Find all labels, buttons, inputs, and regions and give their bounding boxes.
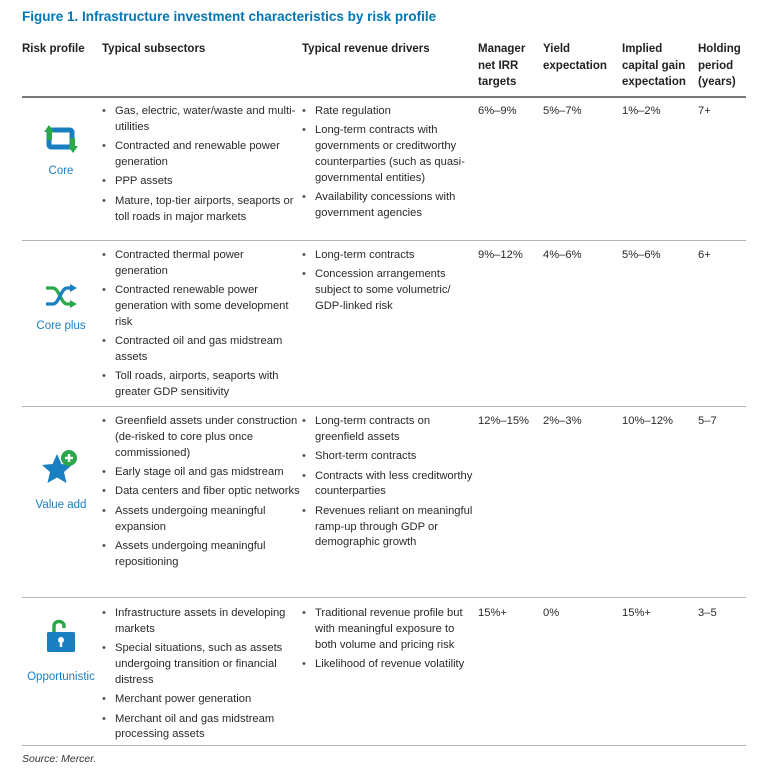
- header-capital-line: Implied: [622, 43, 663, 55]
- list-item: • Contracted thermal power generation: [102, 248, 297, 280]
- list-item: • Assets undergoing meaningful expansion: [102, 504, 302, 536]
- yield-value: 2%–3%: [543, 415, 582, 427]
- drivers-cell: [302, 606, 474, 676]
- capital-gain-value: 5%–6%: [622, 249, 661, 261]
- list-item: • Long-term contracts on greenfield assets: [302, 414, 474, 446]
- subsectors-cell: [102, 606, 302, 747]
- row-divider: [22, 597, 746, 598]
- list-item: • Assets undergoing meaningful repositioning: [102, 539, 302, 571]
- list-item: • Special situations, such as assets undergoing transition or financial distress: [102, 641, 302, 688]
- header-divider: [22, 96, 746, 98]
- risk-profile-label-opportunistic: Opportunistic: [27, 671, 95, 683]
- list-item: • Contracted and renewable power generation: [102, 139, 297, 171]
- irr-value: 6%–9%: [478, 105, 517, 117]
- header-yield-line: expectation: [543, 59, 607, 72]
- list-item: • Contracted oil and gas midstream assets: [102, 334, 297, 366]
- list-item: • Gas, electric, water/waste and multi-utilities: [102, 104, 297, 136]
- list-item: • Greenfield assets under construction (de-risked to core plus once commissioned): [102, 414, 302, 461]
- list-item: • Rate regulation: [302, 104, 474, 120]
- header-irr-line: Manager: [478, 43, 526, 55]
- header-capital-gain: [622, 41, 686, 91]
- drivers-cell: [302, 414, 474, 555]
- irr-value: 12%–15%: [478, 415, 530, 427]
- list-item: • Likelihood of revenue volatility: [302, 657, 474, 673]
- list-item: • Merchant oil and gas midstream processing assets: [102, 712, 302, 744]
- header-irr: [478, 41, 525, 91]
- yield-value: 4%–6%: [543, 249, 582, 261]
- holding-period-value: 6+: [698, 249, 711, 261]
- unlocked-padlock-icon: [45, 617, 77, 658]
- capital-gain-value: 10%–12%: [622, 415, 674, 427]
- capital-gain-value: 15%+: [622, 607, 651, 619]
- yield-value: 0%: [543, 607, 560, 619]
- header-risk-profile: Risk profile: [22, 43, 85, 55]
- yield-value: 5%–7%: [543, 105, 582, 117]
- list-item: • Contracts with less creditworthy counterparties: [302, 469, 474, 501]
- holding-period-value: 3–5: [698, 607, 717, 619]
- list-item: • Concession arrangements subject to some volumetric/ GDP-linked risk: [302, 267, 474, 314]
- header-irr-line: net IRR: [478, 59, 519, 72]
- list-item: • Short-term contracts: [302, 449, 474, 465]
- list-item: • Infrastructure assets in developing markets: [102, 606, 302, 638]
- header-capital-line: expectation: [622, 76, 686, 88]
- capital-gain-value: 1%–2%: [622, 105, 661, 117]
- risk-profile-label-value-add: Value add: [35, 499, 87, 511]
- list-item: • Contracted renewable power generation with some development risk: [102, 283, 297, 330]
- header-holding-line: period: [698, 59, 734, 72]
- header-capital-line: capital gain: [622, 59, 686, 72]
- list-item: • Early stage oil and gas midstream: [102, 465, 302, 481]
- irr-value: 15%+: [478, 607, 507, 619]
- risk-profile-label-core: Core: [48, 165, 74, 177]
- list-item: • Data centers and fiber optic networks: [102, 484, 302, 500]
- header-yield-line: Yield: [543, 43, 571, 55]
- header-holding-period: [698, 41, 741, 91]
- row-divider: [22, 240, 746, 241]
- subsectors-cell: [102, 248, 297, 405]
- list-item: • Merchant power generation: [102, 692, 302, 708]
- list-item: • PPP assets: [102, 174, 297, 190]
- drivers-cell: [302, 248, 474, 318]
- list-item: • Long-term contracts: [302, 248, 474, 264]
- source-note: Source: Mercer.: [22, 753, 97, 765]
- header-holding-line: Holding: [698, 43, 741, 55]
- drivers-cell: [302, 104, 474, 225]
- list-item: • Long-term contracts with governments or creditworthy counterparties (such as quasi-governmental entities): [302, 123, 474, 186]
- risk-profile-label-core-plus: Core plus: [36, 320, 86, 332]
- holding-period-value: 5–7: [698, 415, 717, 427]
- list-item: • Toll roads, airports, seaports with greater GDP sensitivity: [102, 369, 297, 401]
- header-yield: [543, 41, 607, 74]
- star-plus-icon: [40, 448, 80, 493]
- holding-period-value: 7+: [698, 105, 711, 117]
- core-refresh-icon: [44, 124, 78, 159]
- irr-value: 9%–12%: [478, 249, 523, 261]
- list-item: • Availability concessions with government agencies: [302, 190, 474, 222]
- header-irr-line: targets: [478, 76, 517, 88]
- row-divider: [22, 406, 746, 407]
- subsectors-cell: [102, 104, 297, 229]
- list-item: • Mature, top-tier airports, seaports or toll roads in major markets: [102, 194, 297, 226]
- shuffle-icon: [45, 284, 77, 313]
- figure-title: Figure 1. Infrastructure investment characteristics by risk profile: [22, 9, 437, 24]
- header-holding-line: (years): [698, 76, 736, 88]
- list-item: • Revenues reliant on meaningful ramp-up through GDP or demographic growth: [302, 504, 474, 551]
- header-revenue-drivers: Typical revenue drivers: [302, 43, 430, 55]
- subsectors-cell: [102, 414, 302, 574]
- table-bottom-rule: [22, 745, 746, 746]
- header-subsectors: Typical subsectors: [102, 43, 206, 55]
- list-item: • Traditional revenue profile but with meaningful exposure to both volume and pricing risk: [302, 606, 474, 653]
